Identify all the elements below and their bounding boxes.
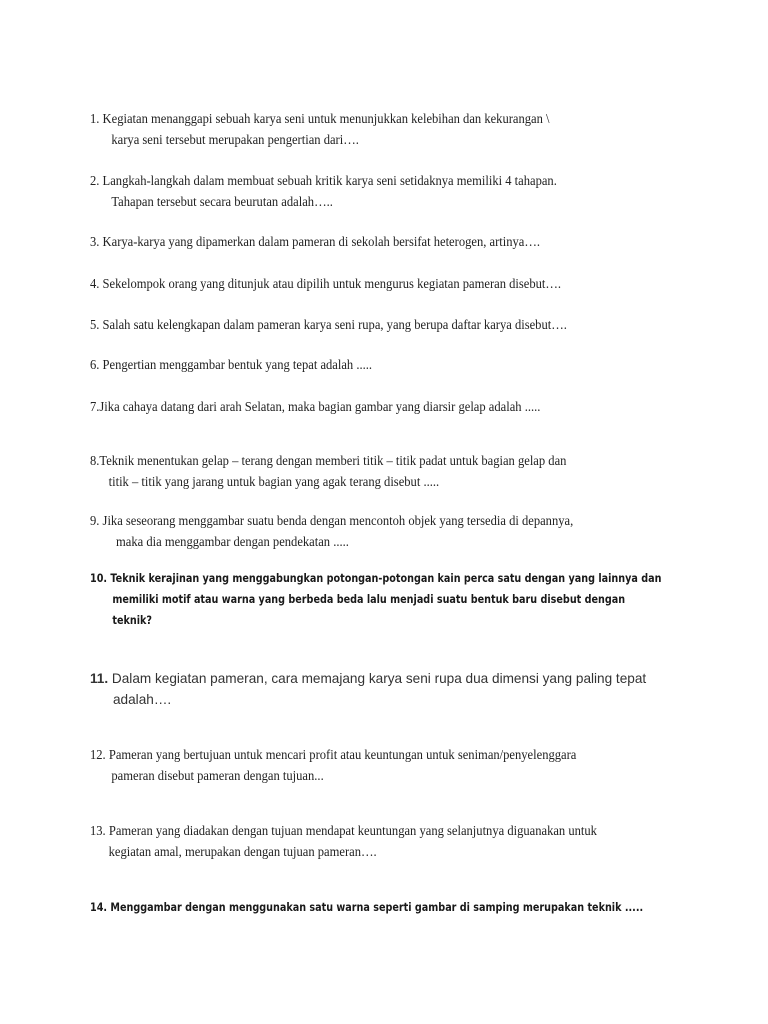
question-8 [90, 450, 566, 492]
question-11-text: Dalam kegiatan pameran, cara memajang karya seni rupa dua dimensi yang paling tepat [108, 671, 647, 686]
question-12-line-1: 12. Pameran yang bertujuan untuk mencari profit atau keuntungan untuk seniman/penyelenggara [90, 747, 577, 762]
question-7 [90, 396, 540, 417]
question-1-line-2: karya seni tersebut merupakan pengertian dari…. [111, 132, 359, 147]
question-8-line-1: 8.Teknik menentukan gelap – terang dengan memberi titik – titik padat untuk bagian gelap dan [90, 453, 567, 468]
question-11 [90, 668, 646, 710]
question-13 [90, 820, 597, 862]
question-3-line-1: 3. Karya-karya yang dipamerkan dalam pameran di sekolah bersifat heterogen, artinya…. [90, 234, 541, 249]
question-6-line-1: 6. Pengertian menggambar bentuk yang tepat adalah ..... [90, 357, 373, 372]
question-7-line-1: 7.Jika cahaya datang dari arah Selatan, maka bagian gambar yang diarsir gelap adalah ..... [90, 399, 541, 414]
question-14-line-1: 14. Menggambar dengan menggunakan satu warna seperti gambar di samping merupakan teknik ..... [90, 901, 644, 914]
question-14 [90, 897, 643, 918]
question-11-number: 11. [90, 671, 109, 686]
question-4-line-1: 4. Sekelompok orang yang ditunjuk atau dipilih untuk mengurus kegiatan pameran disebut…. [90, 276, 562, 291]
question-6 [90, 354, 372, 375]
question-9 [90, 510, 573, 552]
question-12-line-2: pameran disebut pameran dengan tujuan... [111, 768, 324, 783]
question-2-line-1: 2. Langkah-langkah dalam membuat sebuah kritik karya seni setidaknya memiliki 4 tahapan. [90, 173, 557, 188]
question-3 [90, 231, 540, 252]
question-11-line-1 [90, 668, 646, 689]
question-10-line-1: 10. Teknik kerajinan yang menggabungkan potongan-potongan kain perca satu dengan yang lainnya dan [90, 572, 662, 585]
question-2 [90, 170, 557, 212]
question-1 [90, 108, 550, 150]
question-1-line-1: 1. Kegiatan menanggapi sebuah karya seni untuk menunjukkan kelebihan dan kekurangan \ [90, 111, 550, 126]
question-10-line-2: memiliki motif atau warna yang berbeda beda lalu menjadi suatu bentuk baru disebut dengan [112, 593, 626, 606]
question-5 [90, 314, 567, 335]
question-9-line-1: 9. Jika seseorang menggambar suatu benda dengan mencontoh objek yang tersedia di depannya, [90, 513, 574, 528]
question-13-line-1: 13. Pameran yang diadakan dengan tujuan mendapat keuntungan yang selanjutnya diguanakan untuk [90, 823, 597, 838]
question-11-line-2: adalah…. [113, 692, 172, 707]
question-4 [90, 273, 561, 294]
question-10 [90, 568, 661, 631]
question-5-line-1: 5. Salah satu kelengkapan dalam pameran karya seni rupa, yang berupa daftar karya disebut…. [90, 317, 567, 332]
question-8-line-2: titik – titik yang jarang untuk bagian yang agak terang disebut ..... [108, 474, 440, 489]
question-2-line-2: Tahapan tersebut secara beurutan adalah….. [111, 194, 333, 209]
question-10-line-3: teknik? [112, 614, 153, 627]
question-12 [90, 744, 576, 786]
question-9-line-2: maka dia menggambar dengan pendekatan ..... [116, 534, 349, 549]
question-13-line-2: kegiatan amal, merupakan dengan tujuan pameran…. [108, 844, 377, 859]
